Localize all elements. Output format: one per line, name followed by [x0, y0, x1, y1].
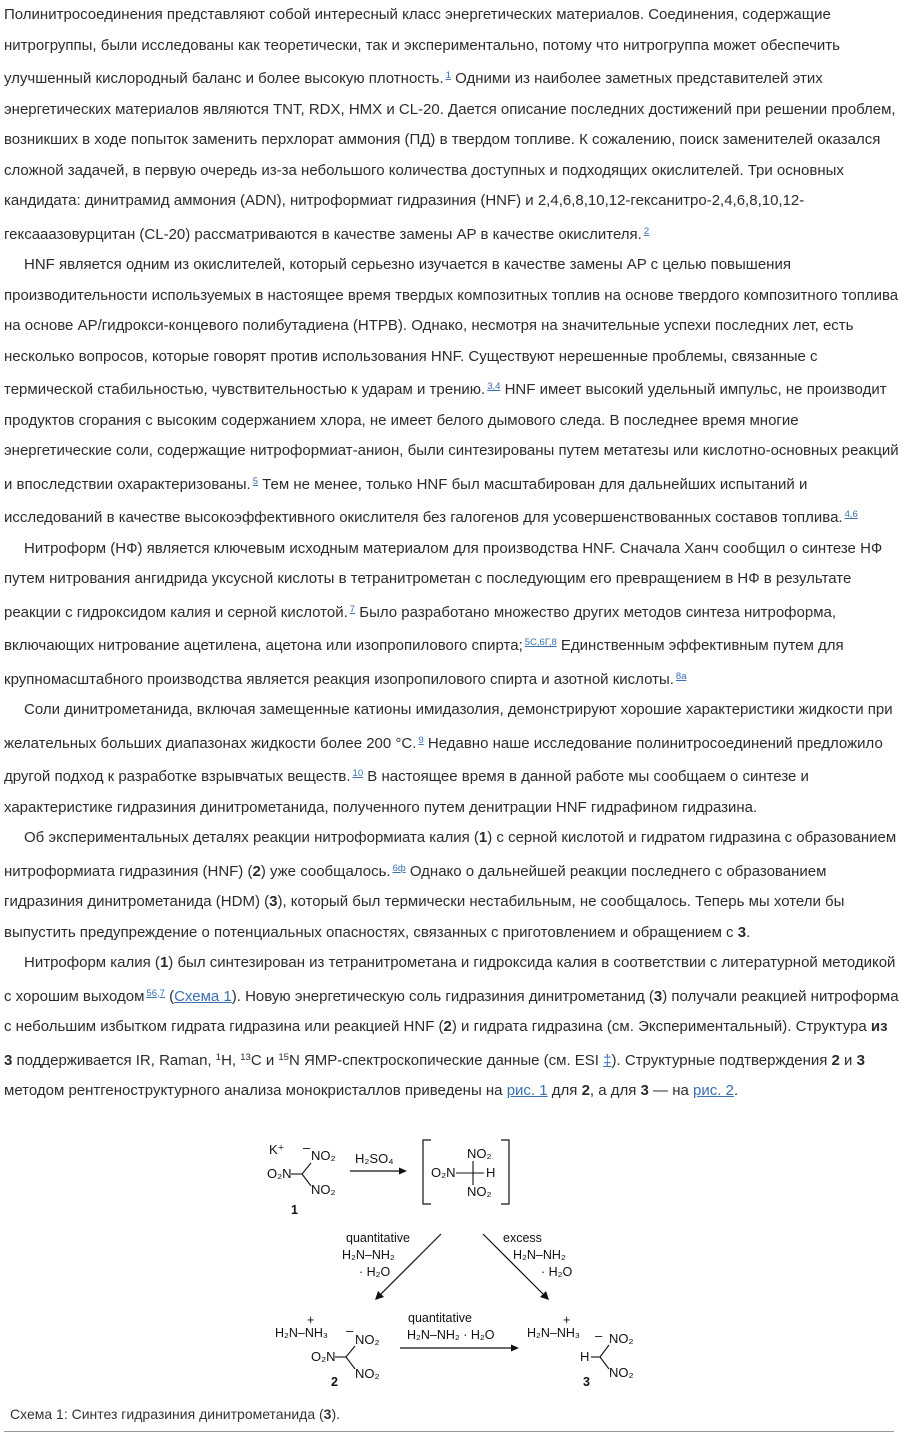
cross-reference-link[interactable]: рис. 1 [506, 1082, 548, 1099]
text-run: C и [250, 1051, 279, 1069]
text-run: В настоящее время в данной работе мы сообщаем о синтезе и характеристике гидразиния динитрометанида, полученного путем денитрации HNF гидрафином гидразина. [4, 768, 809, 816]
text-run: ) уже сообщалось. [260, 862, 391, 880]
scheme-caption [10, 1406, 340, 1422]
nitro-group-top-2: NO₂ [355, 1332, 380, 1347]
compound-number: 3 [653, 987, 663, 1005]
citation-link[interactable]: 9 [418, 734, 424, 746]
text-run: Соли динитрометанида, включая замещенные катионы имидазолия, демонстрируют хорошие характеристики жидкости при желательных больших диапазонах жидкости более 200 °C. [4, 701, 893, 752]
left-arrow-reagent: H₂N–NH₂ [342, 1248, 395, 1262]
text-run: Нитроформ калия ( [24, 954, 160, 971]
citation-link[interactable]: 10 [352, 768, 364, 779]
text-run: методом рентгеноструктурного анализа монокристаллов приведены на [4, 1082, 507, 1099]
potassium-cation: K⁺ [269, 1142, 285, 1157]
compound-number: 2 [252, 862, 261, 880]
arrow-head [511, 1345, 519, 1352]
hydrazinium-charge-2: + [307, 1313, 315, 1327]
nitro-group-bottom-nf: NO₂ [467, 1184, 492, 1199]
paragraph-intro [4, 0, 900, 250]
citation-link[interactable]: 4,6 [844, 509, 858, 520]
citation-link[interactable]: 6ф [392, 862, 406, 874]
compound-number: 3 [640, 1082, 649, 1099]
bond-line [600, 1357, 609, 1369]
text-run: Недавно наше исследование полинитросоединений предложило другой подход к разработке взрывчатых веществ. [4, 734, 883, 785]
compound-number: 3 [737, 923, 747, 941]
text-run: поддерживается IR, Raman, [12, 1051, 216, 1069]
bond-line [346, 1357, 355, 1369]
text-run: — на [648, 1082, 694, 1099]
nitro-group-left-2: O₂N [311, 1349, 336, 1364]
caption-prefix: Схема 1: Синтез гидразиния динитрометанида ( [10, 1406, 324, 1422]
text-run: Было разработано множество других методов синтеза нитроформа, включающих нитрование ацетилена, ацетона или изопропилового спирта; [4, 603, 837, 654]
carbanion-charge-3: – [595, 1328, 603, 1343]
carbanion-charge: – [303, 1140, 311, 1155]
article-body [4, 0, 900, 1107]
caption-suffix: ). [331, 1406, 341, 1422]
nitro-group-left-nf: O₂N [431, 1165, 456, 1180]
right-arrow-reagent: H₂N–NH₂ [513, 1248, 566, 1262]
paragraph-synthesis [4, 948, 900, 1107]
citation-link[interactable]: 1 [445, 70, 451, 81]
text-run: H, [221, 1051, 241, 1069]
text-run: Об экспериментальных деталях реакции нитроформиата калия ( [24, 829, 479, 846]
hydrogen-nf: H [486, 1165, 496, 1180]
text-run: . [746, 923, 751, 941]
isotope-superscript: 15 [278, 1051, 289, 1063]
hydrazinium-charge-3: + [563, 1313, 571, 1327]
bond-line [302, 1174, 311, 1186]
bottom-arrow-label: quantitative [408, 1311, 472, 1325]
hydrogen-3: H [580, 1349, 590, 1364]
left-arrow-hydrate: · H₂O [359, 1265, 391, 1279]
text-run: Полинитросоединения представляют собой интересный класс энергетических материалов. Соединения, содержащие нитрогруппы, были исследованы как теоретически, так и экспериментально, потому что нитрогруппа может обеспечить улучшенный кислородный баланс и более высокую плотность. [4, 6, 840, 87]
nitro-group-top-1: NO₂ [311, 1148, 336, 1163]
text-run: Одними из наиболее заметных представителей этих энергетических материалов являются TNT, RDX, HMX и CL-20. Дается описание последних достижений при решении проблем, возникших в ходе попыток заменить перхлорат аммония (ПД) в твердом топливе. К сожалению, поиск заменителей оказался сложной задачей, в первую очередь из-за небольшого количества доступных и подходящих окислителей. Три основных кандидата: динитрамид аммония (ADN), нитроформиат гидразиния (HNF) и 2,4,6,8,10,12-гексанитро-2,4,6,8,10,12-гексааазовурцитан (CL-20) рассматриваются в качестве замены AP в качестве окислителя. [4, 70, 896, 243]
text-run: . [733, 1082, 739, 1099]
compound-number: 1 [159, 954, 169, 971]
nitro-group-bottom-2: NO₂ [355, 1366, 380, 1381]
text-run: ) был синтезирован из тетранитрометана и гидроксида калия в соответствии с литературной методикой с хорошим выходом [4, 954, 896, 1005]
cross-reference-link[interactable]: рис. 2 [693, 1082, 734, 1099]
text-run: N ЯМР-спектроскопические данные (см. ESI [288, 1051, 604, 1069]
isotope-superscript: 1 [215, 1051, 222, 1063]
citation-link[interactable]: 5 [252, 475, 259, 487]
cross-reference-link[interactable]: Схема 1 [174, 987, 232, 1005]
text-run: , а для [589, 1082, 641, 1099]
text-run: для [547, 1082, 582, 1099]
caption-divider [4, 1431, 894, 1432]
text-run: Единственным эффективным путем для крупномасштабного производства является реакция изопропилового спирта и азотной кислоты. [4, 637, 844, 688]
bottom-arrow-reagent: H₂N–NH₂ · H₂O [407, 1328, 495, 1342]
hydrazinium-cation-3: H₂N–NH₃ [527, 1326, 581, 1340]
isotope-superscript: 13 [240, 1051, 251, 1063]
compound-label-2: 2 [331, 1375, 338, 1389]
bond-line [600, 1345, 609, 1357]
reaction-scheme [255, 1130, 655, 1392]
citation-link[interactable]: 2 [643, 225, 650, 237]
citation-link[interactable]: 56,7 [146, 987, 165, 999]
compound-number: 2 [581, 1082, 590, 1099]
citation-link[interactable]: 8а [675, 670, 687, 682]
text-run: и [839, 1051, 857, 1069]
carbanion-charge-2: – [346, 1323, 354, 1338]
compound-number: из 3 [4, 1018, 888, 1069]
citation-link[interactable]: 5С,6Г,8 [524, 637, 557, 648]
text-run: Тем не менее, только HNF был масштабирован для дальнейших испытаний и исследований в качестве высокоэффективного окислителя без галогенов для усовершенствованных составов топлива. [4, 475, 843, 526]
bond-line [346, 1346, 355, 1357]
nitro-group-left-1: O₂N [267, 1166, 292, 1181]
caption-compound: 3 [323, 1406, 332, 1422]
text-run: Нитроформ (НФ) является ключевым исходным материалом для производства HNF. Сначала Ханч сообщил о синтезе НФ путем нитрования ангидрида уксусной кислоты в тетранитрометан с последующим его превращением в НФ в результате реакции с гидроксидом калия и серной кислотой. [4, 539, 883, 621]
nitro-group-top-3: NO₂ [609, 1331, 634, 1346]
left-arrow-label: quantitative [346, 1231, 410, 1245]
text-run: ), который был термически нестабильным, не сообщалось. Теперь мы хотели бы выпустить предупреждение о потенциальных опасностях, связанных с приготовлением и обращением с [4, 893, 845, 941]
compound-number: 3 [269, 893, 278, 910]
text-run: ). Новую энергетическую соль гидразиния динитрометанид ( [231, 987, 654, 1005]
text-run: ) и гидрата гидразина (см. Экспериментальный). Структура [451, 1018, 871, 1035]
nitro-group-bottom-1: NO₂ [311, 1182, 336, 1197]
bracket-right [501, 1140, 509, 1204]
compound-number: 2 [443, 1018, 452, 1035]
bond-line [302, 1163, 311, 1174]
hydrazinium-cation-2: H₂N–NH₃ [275, 1326, 329, 1340]
text-run: ) с серной кислотой и гидратом гидразина с образованием нитроформиата гидразиния (HNF) ( [4, 829, 897, 880]
paragraph-hnf [4, 250, 900, 534]
paragraph-salts [4, 695, 900, 823]
compound-number: 1 [478, 829, 488, 846]
text-run: ). Структурные подтверждения [611, 1051, 832, 1069]
citation-link[interactable]: 7 [349, 603, 356, 615]
compound-label-3: 3 [583, 1375, 590, 1389]
bracket-left [423, 1140, 431, 1204]
cross-reference-link[interactable]: ‡ [603, 1051, 612, 1069]
arrow-head [399, 1168, 407, 1175]
scheme-drawing [255, 1130, 655, 1392]
text-run: ( [164, 987, 175, 1005]
text-run: ) получали реакцией нитроформа с небольшим избытком гидрата гидразина или реакцией HNF ( [4, 987, 899, 1035]
right-arrow-hydrate: · H₂O [541, 1265, 573, 1279]
reagent-h2so4: H₂SO₄ [355, 1151, 394, 1166]
nitro-group-bottom-3: NO₂ [609, 1365, 634, 1380]
text-run: HNF имеет высокий удельный импульс, не производит продуктов сгорания с высоким содержанием хлора, не имеет белого дымового следа. В последнее время многие энергетические соли, содержащие нитроформиат-анион, были синтезированы путем метатезы или кислотно-основных реакций и впоследствии охарактеризованы. [4, 381, 899, 493]
text-run: HNF является одним из окислителей, который серьезно изучается в качестве замены AP с целью повышения производительности используемых в настоящее время твердых композитных топлив на основе твердого композитного топлива на основе AP/гидрокси-концевого полибутадиена (HTPB). Однако, несмотря на значительные успехи последних лет, есть несколько вопросов, которые говорят против использования HNF. Существуют нерешенные проблемы, связанные с термической стабильностью, чувствительностью к ударам и трению. [4, 256, 899, 398]
compound-number: 3 [856, 1051, 865, 1069]
citation-link[interactable]: 3,4 [487, 381, 501, 392]
nitro-group-top-nf: NO₂ [467, 1146, 492, 1161]
compound-label-1: 1 [291, 1203, 298, 1217]
compound-number: 2 [831, 1051, 840, 1069]
paragraph-nitroform [4, 534, 900, 696]
paragraph-experimental [4, 823, 900, 948]
text-run: Однако о дальнейшей реакции последнего с образованием гидразиния динитрометанида (HDM) ( [4, 862, 827, 910]
right-arrow-label: excess [503, 1231, 542, 1245]
